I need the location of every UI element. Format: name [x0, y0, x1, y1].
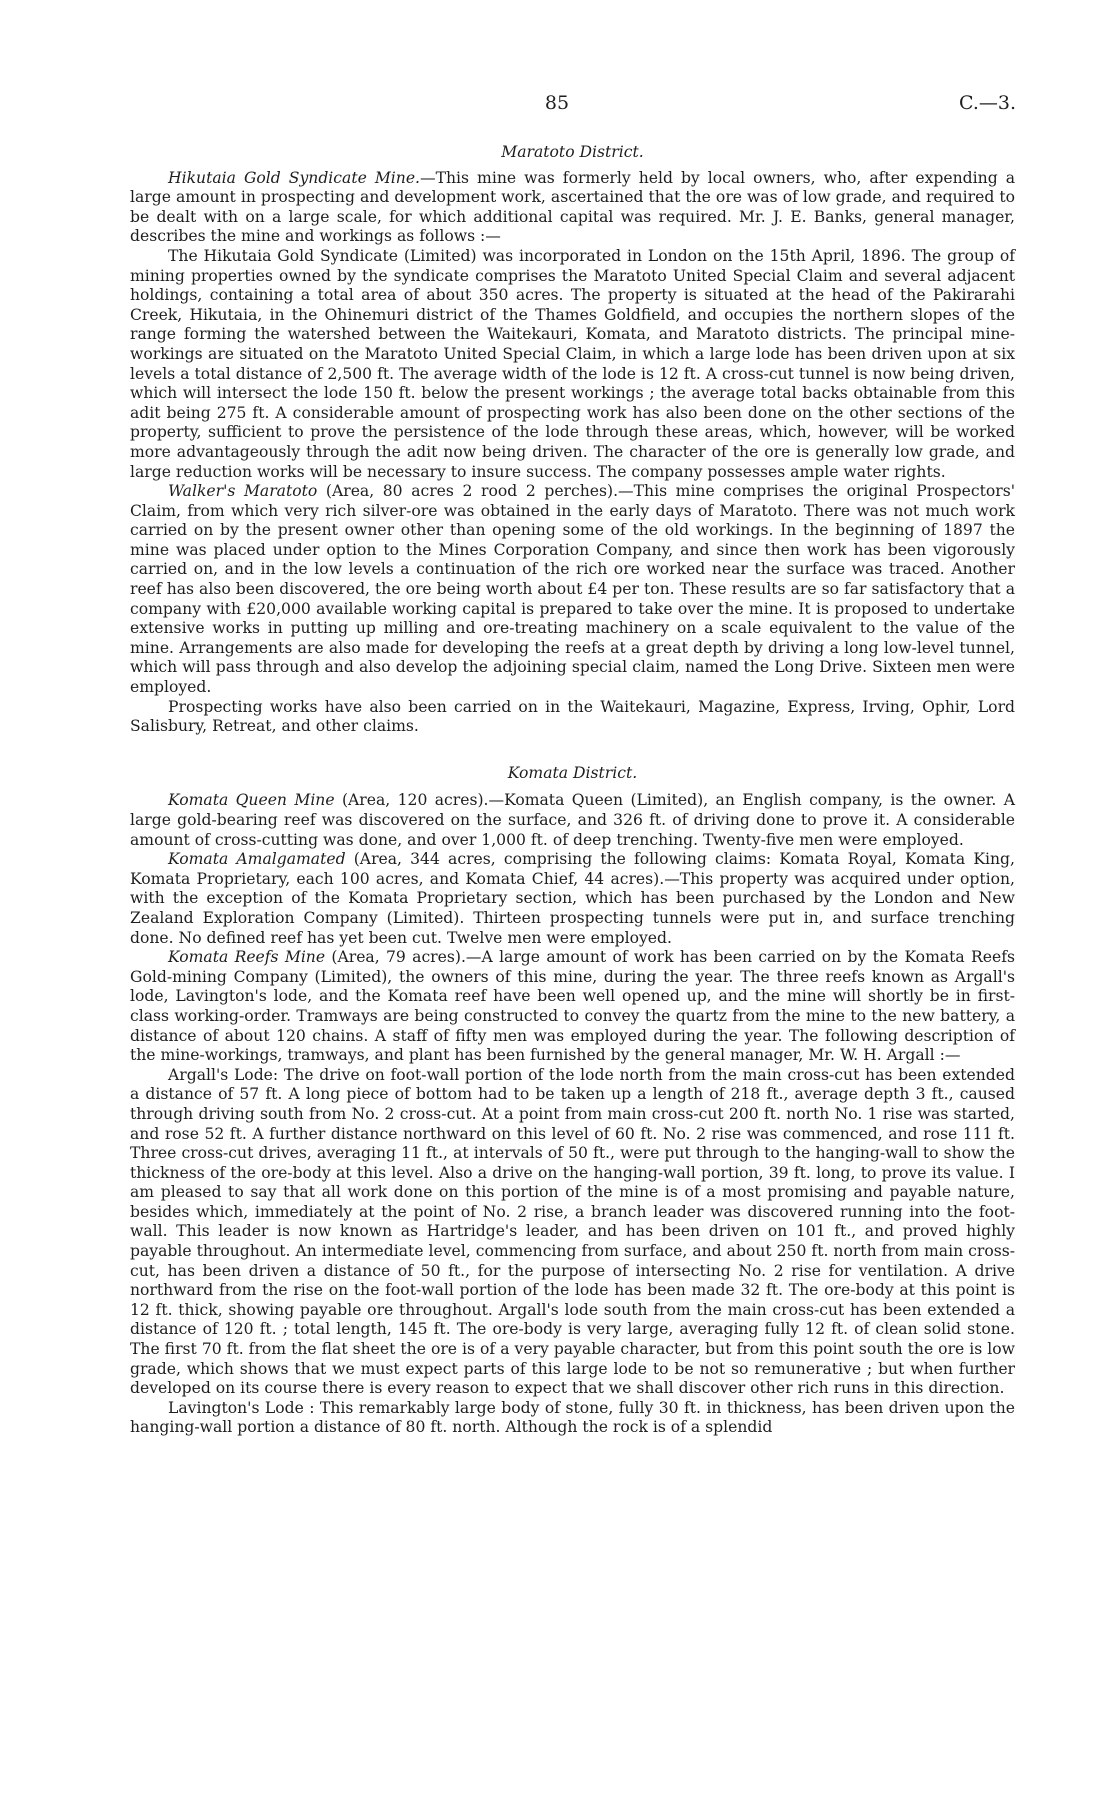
paragraph-hikutaia-intro [130, 169, 1015, 247]
report-code: C.—3. [958, 92, 1016, 114]
paragraph-komata-queen [130, 791, 1015, 850]
paragraph-lavingtons-lode [130, 1399, 1015, 1438]
paragraph-hikutaia-description [130, 247, 1015, 482]
paragraph-title: Komata Queen Mine [168, 791, 335, 810]
paragraph-prospecting-works [130, 698, 1015, 737]
paragraph-title: Komata Reefs Mine [168, 948, 326, 967]
paragraph-text: (Area, 80 acres 2 rood 2 perches).—This mine comprises the original Prospectors' Claim, from which very rich silver-ore was obtained in the early days of Maratoto. There was not much work carried on by the present owner other than opening some of the old workings. In the beginning of 1897 the mine was placed under option to the Mines Corporation Company, and since then work has been vigorously carried on, and in the low levels a continuation of the rich ore worked near the surface was traced. Another reef has also been discovered, the ore being worth about £4 per ton. These results are so far satisfactory that a company with £20,000 available working capital is prepared to take over the mine. It is proposed to undertake extensive works in putting up milling and ore-treating machinery on a scale equivalent to the value of the mine. Arrangements are also made for developing the reefs at a great depth by driving a long low-level tunnel, which will pass through and also develop the adjoining special claim, named the Long Drive. Sixteen men were employed. [130, 482, 1015, 697]
paragraph-title: Hikutaia Gold Syndicate Mine. [168, 168, 421, 187]
section-heading-maratoto: Maratoto District. [501, 143, 644, 161]
page-header [0, 92, 1114, 122]
paragraph-komata-amalgamated [130, 850, 1015, 948]
text-column [130, 143, 1015, 1438]
paragraph-text: (Area, 344 acres, comprising the following claims: Komata Royal, Komata King, Komata Proprietary, each 100 acres, and Komata Chief, 44 acres).—This property was acquired under option, with the exception of the Komata Proprietary section, which has been purchased by the London and New Zealand Exploration Company (Limited). Thirteen prospecting tunnels were put in, and surface trenching done. No defined reef has yet been cut. Twelve men were employed. [130, 850, 1015, 947]
paragraph-text: Argall's Lode: The drive on foot-wall portion of the lode north from the main cross-cut has been extended a distance of 57 ft. A long piece of bottom had to be taken up a length of 218 ft., average depth 3 ft., caused through driving south from No. 2 cross-cut. At a point from main cross-cut 200 ft. north No. 1 rise was started, and rose 52 ft. A further distance northward on this level of 60 ft. No. 2 rise was commenced, and rose 111 ft. Three cross-cut drives, averaging 11 ft., at intervals of 50 ft., were put through to the hanging-wall to show the thickness of the ore-body at this level. Also a drive on the hanging-wall portion, 39 ft. long, to prove its value. I am pleased to say that all work done on this portion of the mine is of a most promising and payable nature, besides which, immediately at the point of No. 2 rise, a branch leader was discovered running into the foot-wall. This leader is now known as Hartridge's leader, and has been driven on 101 ft., and proved highly payable throughout. An intermediate level, commencing from surface, and about 250 ft. north from main cross-cut, has been driven a distance of 50 ft., for the purpose of intersecting No. 2 rise for ventilation. A drive northward from the rise on the foot-wall portion of the lode has been made 32 ft. The ore-body at this point is 12 ft. thick, showing payable ore throughout. Argall's lode south from the main cross-cut has been extended a distance of 120 ft. ; total length, 145 ft. The ore-body is very large, averaging fully 12 ft. of clean solid stone. The first 70 ft. from the flat sheet the ore is of a very payable character, but from this point south the ore is low grade, which shows that we must expect parts of this large lode to be not so remunerative ; but when further developed on its course there is every reason to expect that we shall discover other rich runs in this direction. [130, 1065, 1015, 1398]
page-number: 85 [544, 92, 570, 114]
section-heading-komata: Komata District. [507, 763, 638, 782]
paragraph-text: (Area, 79 acres).—A large amount of work has been carried on by the Komata Reefs Gold-mining Company (Limited), the owners of this mine, during the year. The three reefs known as Argall's lode, Lavington's lode, and the Komata reef have been well opened up, and the mine will shortly be in first-class working-order. Tramways are being constructed to convey the quartz from the mine to the new battery, a distance of about 120 chains. A staff of fifty men was employed during the year. The following description of the mine-workings, tramways, and plant has been furnished by the general manager, Mr. W. H. Argall :— [130, 948, 1015, 1065]
paragraph-text: Prospecting works have also been carried on in the Waitekauri, Magazine, Express, Irving, Ophir, Lord Salisbury, Retreat, and other claims. [130, 697, 1015, 736]
paragraph-text: The Hikutaia Gold Syndicate (Limited) was incorporated in London on the 15th April, 1896. The group of mining properties owned by the syndicate comprises the Maratoto United Special Claim and several adjacent holdings, containing a total area of about 350 acres. The property is situated at the head of the Pakirarahi Creek, Hikutaia, in the Ohinemuri district of the Thames Goldfield, and occupies the northern slopes of the range forming the watershed between the Waitekauri, Komata, and Maratoto districts. The principal mine-workings are situated on the Maratoto United Special Claim, in which a large lode has been driven upon at six levels a total distance of 2,500 ft. The average width of the lode is 12 ft. A cross-cut tunnel is now being driven, which will intersect the lode 150 ft. below the present workings ; the average total backs obtainable from this adit being 275 ft. A considerable amount of prospecting work has also been done on the other sections of the property, sufficient to prove the persistence of the lode through these areas, which, however, will be worked more advantageously through the adit now being driven. The character of the ore is generally low grade, and large reduction works will be necessary to insure success. The company possesses ample water rights. [130, 246, 1015, 481]
paragraph-text: —This mine was formerly held by local owners, who, after expending a large amount in prospecting and development work, ascertained that the ore was of low grade, and required to be dealt with on a large scale, for which additional capital was required. Mr. J. E. Banks, general manager, describes the mine and workings as follows :— [130, 168, 1015, 246]
paragraph-text: (Area, 120 acres).—Komata Queen (Limited), an English company, is the owner. A large gold-bearing reef was discovered on the surface, and 326 ft. of driving done to prove it. A considerable amount of cross-cutting was done, and over 1,000 ft. of deep trenching. Twenty-five men were employed. [130, 791, 1015, 849]
paragraph-title: Walker's Maratoto [168, 482, 318, 501]
paragraph-text: Lavington's Lode : This remarkably large body of stone, fully 30 ft. in thickness, has been driven upon the hanging-wall portion a distance of 80 ft. north. Although the rock is of a splendid [130, 1398, 1015, 1437]
paragraph-walkers-maratoto [130, 482, 1015, 698]
paragraph-komata-reefs [130, 948, 1015, 1066]
paragraph-title: Komata Amalgamated [168, 850, 346, 869]
paragraph-argalls-lode [130, 1066, 1015, 1399]
